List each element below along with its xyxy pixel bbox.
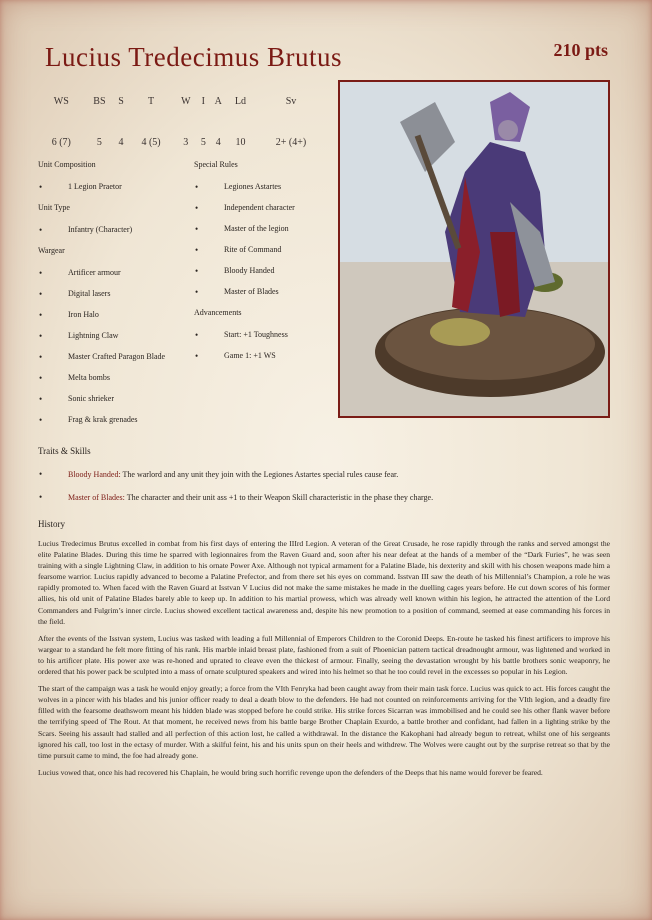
list-item: • Bloody Handed <box>194 264 334 285</box>
wargear-heading: Wargear <box>38 246 65 255</box>
list-item: • Rite of Command <box>194 243 334 264</box>
unit-type-heading: Unit Type <box>38 203 70 212</box>
list-item: • Game 1: +1 WS <box>194 349 334 370</box>
page-title: Lucius Tredecimus Brutus <box>45 42 343 72</box>
stat-header: A <box>214 95 222 107</box>
stat-value: 3 <box>183 136 189 148</box>
stat-value-row <box>38 110 328 160</box>
history-body <box>38 538 610 784</box>
history-paragraph: The start of the campaign was a task he would enjoy greatly; a force from the VIth Fenryka had been caught away from their main task force. Lucius was quick to act. His forces caught the wolves in a pincer with his blades and his junior officer ready to deal a death blow to the defenders. He had not counted on reinforcements arriving for the VIth legion, and a deadly fire filled with the fearsome deathsworn meant his hidden blade was stopped before he could strike. His strike forces Sicarran was immobilised and he could see his other flank waver before the terrifying speed of The Rout. At that moment, he received news from his battle barge Brother Chaplain Exurdo, a battle brother and confidant, had fallen in a lighting strike by the Scars. Seeing his assault had stalled and all perfection of this action lost, he called a withdrawal. In the distance the Kakophani had already begun to retreat, whilst one of his sergeants ignored his call, too lost in the ectasy of murder. With a skilful feint, his and his units spun on their heels and withdrew. The Wolves were caught out by the surprise retreat so that by the time pursuit came to mind, the foe had already gone. <box>38 684 610 760</box>
helmet <box>498 120 518 140</box>
list-item: • Independent character <box>194 201 334 222</box>
stat-header: Ld <box>234 95 247 107</box>
list-item: • Lightning Claw <box>38 329 198 350</box>
stat-value: 10 <box>235 136 246 148</box>
stat-value: 4 <box>215 136 221 148</box>
stat-value: 4 (5) <box>141 136 161 148</box>
history-paragraph: After the events of the Isstvan system, Lucius was tasked with leading a full Millennial of Emperors Children to the Coronid Deeps. En-route he tasked his finest artificers to improve his wargear to a standard he felt more fitting of his rank. His marble inlaid breast plate, fashioned from a suit of Phoenician pattern tactical dreadnought armour, was lightened and worked in to his artificer plate. His power axe was re-honed and uprated to cleave even the thickest of armour. Finally, seeing the devastation wrought by his battle brothers sonic weaponry, he ordered that his power pack be sculpted into a mass of ornate sculptured speakers and wired into his helmet so that he too could revel in the excesses so popular in his Legion. <box>38 633 610 677</box>
trait-text: The warlord and any unit they join with the Legiones Astartes special rules cause fear. <box>120 470 399 479</box>
trait-item <box>38 493 608 502</box>
special-rules-heading: Special Rules <box>194 160 238 169</box>
stat-value: 5 <box>96 136 102 148</box>
list-item: • Master Crafted Paragon Blade <box>38 350 198 371</box>
history-paragraph: Lucius vowed that, once his had recovered his Chaplain, he would bring such horrific revenge upon the defenders of the Deeps that his name would forever be feared. <box>38 767 543 777</box>
list-item: • Artificer armour <box>38 266 198 287</box>
stat-header: WS <box>53 95 69 107</box>
stat-value: 5 <box>200 136 206 148</box>
stat-header: W <box>181 95 191 107</box>
list-item: • Infantry (Character) <box>38 223 198 244</box>
history-heading: History <box>38 519 65 529</box>
stat-value: 6 (7) <box>51 136 71 148</box>
list-item: • Digital lasers <box>38 287 198 308</box>
stat-header: Sv <box>285 95 297 107</box>
list-item: • Master of the legion <box>194 222 334 243</box>
trait-name: Bloody Handed: <box>68 470 121 479</box>
stat-table <box>38 92 328 160</box>
points-cost: 210 pts <box>553 40 608 60</box>
history-paragraph: Lucius Tredecimus Brutus excelled in combat from his first days of entering the IIIrd Legion. A veteran of the Great Crusade, he rose rapidly through the ranks and served amongst the elite Palatine Blades. During this time he sparred with legionnaires from the Raven Guard and, soon after his near defeat at the hands of a member of the “Dark Furies”, he was seen training with a single Lightning Claw, in addition to his ornate Power Axe. Although not typical armament for a Palatine Blade, his dexterity and skill with his chosen weapons made him a fearsome warrior. Lucius rapidly advanced to become a Palatine Prefector, and from there set his eyes on command. Isstvan III saw the death of his Millennial’s Champion, a role he was rapidly promoted to. When faced with the Raven Guard at Isstvan V Lucius did not make the same mistakes he made in the duelling cages years before. He cut down scores of his former allies, his old unit of Palatine Blades barely able to keep up. In addition to his martial prowess, which was already well known within his legion, he attracted the attention of the Lord Commanders and Fulgrim’s inner circle. Lucius showed excellent tactical awareness and, despite his new promotion to a position of command, seemed at ease commanding his forces in the field. <box>38 539 610 626</box>
left-column <box>38 158 198 434</box>
list-item: • 1 Legion Praetor <box>38 180 198 201</box>
stat-header: I <box>201 95 206 107</box>
stat-header: T <box>147 95 155 107</box>
stat-value: 4 <box>118 136 124 148</box>
trait-name: Master of Blades: <box>68 493 125 502</box>
list-item: • Sonic shrieker <box>38 392 198 413</box>
list-item: • Legiones Astartes <box>194 180 334 201</box>
stat-header-row <box>38 92 328 110</box>
tuft-grass <box>430 318 490 346</box>
list-item: • Frag & krak grenades <box>38 413 198 434</box>
stat-header: BS <box>93 95 106 107</box>
stat-line <box>38 92 328 160</box>
stat-value: 2+ (4+) <box>275 136 307 148</box>
list-item: • Start: +1 Toughness <box>194 328 334 349</box>
base-rocks <box>385 308 595 380</box>
trait-item <box>38 470 608 479</box>
trait-text: The character and their unit ass +1 to their Weapon Skill characteristic in the phase they charge. <box>124 493 434 502</box>
list-item: • Master of Blades <box>194 285 334 306</box>
right-column <box>194 158 334 370</box>
stat-header: S <box>118 95 124 107</box>
miniature-photo <box>338 80 610 418</box>
unit-composition-heading: Unit Composition <box>38 160 96 169</box>
miniature-illustration <box>340 82 608 416</box>
traits-heading: Traits & Skills <box>38 446 91 456</box>
list-item: • Iron Halo <box>38 308 198 329</box>
advancements-heading: Advancements <box>194 308 242 317</box>
list-item: • Melta bombs <box>38 371 198 392</box>
